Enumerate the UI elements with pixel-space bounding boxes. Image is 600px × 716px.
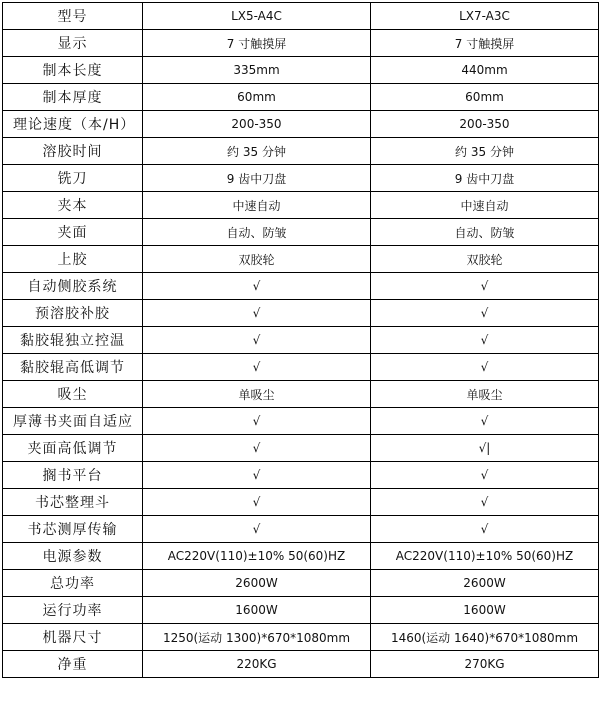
model-b-value: 中速自动 [371, 192, 599, 219]
model-b-value: 9 齿中刀盘 [371, 165, 599, 192]
row-label: 制本长度 [3, 57, 143, 84]
model-b-value: √ [371, 273, 599, 300]
spec-table-body [3, 3, 599, 678]
model-a-value: LX5-A4C [143, 3, 371, 30]
spec-table [2, 2, 599, 678]
table-row [3, 57, 599, 84]
model-b-value: √| [371, 435, 599, 462]
row-label: 理论速度（本/H） [3, 111, 143, 138]
row-label: 搁书平台 [3, 462, 143, 489]
model-a-value: AC220V(110)±10% 50(60)HZ [143, 543, 371, 570]
model-a-value: 约 35 分钟 [143, 138, 371, 165]
table-row [3, 408, 599, 435]
model-b-value: √ [371, 300, 599, 327]
row-label: 总功率 [3, 570, 143, 597]
table-row [3, 651, 599, 678]
model-b-value: 双胶轮 [371, 246, 599, 273]
row-label: 夹本 [3, 192, 143, 219]
table-row [3, 111, 599, 138]
model-a-value: √ [143, 300, 371, 327]
table-row [3, 543, 599, 570]
table-row [3, 246, 599, 273]
table-row [3, 138, 599, 165]
row-label: 溶胶时间 [3, 138, 143, 165]
table-row [3, 327, 599, 354]
row-label: 夹面 [3, 219, 143, 246]
model-a-value: 1250(运动 1300)*670*1080mm [143, 624, 371, 651]
table-row [3, 489, 599, 516]
table-row [3, 435, 599, 462]
row-label: 黏胶辊高低调节 [3, 354, 143, 381]
row-label: 净重 [3, 651, 143, 678]
model-a-value: 220KG [143, 651, 371, 678]
table-row [3, 516, 599, 543]
model-b-value: 440mm [371, 57, 599, 84]
model-b-value: 单吸尘 [371, 381, 599, 408]
model-b-value: √ [371, 489, 599, 516]
table-row [3, 84, 599, 111]
row-label: 自动侧胶系统 [3, 273, 143, 300]
row-label: 夹面高低调节 [3, 435, 143, 462]
model-b-value: 1460(运动 1640)*670*1080mm [371, 624, 599, 651]
row-label: 书芯整理斗 [3, 489, 143, 516]
row-label: 铣刀 [3, 165, 143, 192]
model-b-value: 约 35 分钟 [371, 138, 599, 165]
table-row [3, 300, 599, 327]
model-b-value: √ [371, 327, 599, 354]
row-label: 预溶胶补胶 [3, 300, 143, 327]
model-a-value: 双胶轮 [143, 246, 371, 273]
model-a-value: √ [143, 354, 371, 381]
model-b-value: √ [371, 516, 599, 543]
table-row [3, 219, 599, 246]
row-label: 型号 [3, 3, 143, 30]
model-a-value: √ [143, 273, 371, 300]
model-a-value: 9 齿中刀盘 [143, 165, 371, 192]
table-row [3, 165, 599, 192]
table-row [3, 3, 599, 30]
model-a-value: 单吸尘 [143, 381, 371, 408]
model-b-value: 270KG [371, 651, 599, 678]
model-b-value: √ [371, 408, 599, 435]
table-row [3, 381, 599, 408]
table-row [3, 354, 599, 381]
model-a-value: 中速自动 [143, 192, 371, 219]
model-b-value: AC220V(110)±10% 50(60)HZ [371, 543, 599, 570]
model-a-value: 7 寸触摸屏 [143, 30, 371, 57]
model-a-value: √ [143, 435, 371, 462]
model-b-value: √ [371, 354, 599, 381]
model-a-value: 1600W [143, 597, 371, 624]
table-row [3, 624, 599, 651]
row-label: 运行功率 [3, 597, 143, 624]
model-a-value: 2600W [143, 570, 371, 597]
model-b-value: 7 寸触摸屏 [371, 30, 599, 57]
model-a-value: √ [143, 516, 371, 543]
row-label: 吸尘 [3, 381, 143, 408]
model-a-value: 自动、防皱 [143, 219, 371, 246]
model-b-value: 自动、防皱 [371, 219, 599, 246]
table-row [3, 570, 599, 597]
model-b-value: 2600W [371, 570, 599, 597]
row-label: 制本厚度 [3, 84, 143, 111]
model-b-value: 60mm [371, 84, 599, 111]
row-label: 书芯测厚传输 [3, 516, 143, 543]
model-a-value: √ [143, 408, 371, 435]
model-b-value: 1600W [371, 597, 599, 624]
model-b-value: 200-350 [371, 111, 599, 138]
row-label: 机器尺寸 [3, 624, 143, 651]
table-row [3, 192, 599, 219]
row-label: 上胶 [3, 246, 143, 273]
model-a-value: √ [143, 489, 371, 516]
table-row [3, 597, 599, 624]
model-b-value: LX7-A3C [371, 3, 599, 30]
row-label: 电源参数 [3, 543, 143, 570]
model-a-value: 335mm [143, 57, 371, 84]
model-a-value: 200-350 [143, 111, 371, 138]
row-label: 黏胶辊独立控温 [3, 327, 143, 354]
row-label: 显示 [3, 30, 143, 57]
model-b-value: √ [371, 462, 599, 489]
model-a-value: √ [143, 327, 371, 354]
table-row [3, 273, 599, 300]
table-row [3, 462, 599, 489]
table-row [3, 30, 599, 57]
model-a-value: 60mm [143, 84, 371, 111]
model-a-value: √ [143, 462, 371, 489]
row-label: 厚薄书夹面自适应 [3, 408, 143, 435]
